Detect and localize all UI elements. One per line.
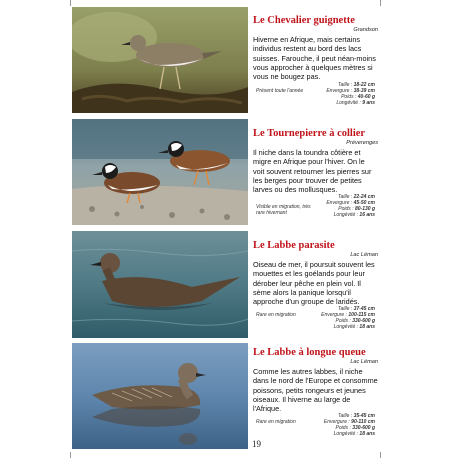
photo-tournepierre-a-collier <box>72 119 248 225</box>
longevite-label: Longévité <box>336 100 359 106</box>
presence-status: Rare en migration <box>256 419 296 425</box>
envergure-label: Envergure <box>323 419 347 425</box>
presence-status: Rare en migration <box>256 312 296 318</box>
photo-labbe-a-longue-queue <box>72 343 248 449</box>
species-description: Comme les autres labbes, il niche dans le nord de l'Europe et consomme poissons, petits rongeurs et jeunes oiseaux. Il hiverne au large de l'Afrique. <box>253 367 378 414</box>
poids-value: 330-600 g <box>352 425 375 431</box>
envergure-value: 90-110 cm <box>351 419 375 425</box>
crop-mark <box>70 0 71 6</box>
species-title: Le Labbe parasite <box>253 240 335 251</box>
species-description: Oiseau de mer, il poursuit souvent les mouettes et les goélands pour leur dérober leur pêche en plein vol. Il sème alors la panique lorsqu'il approche d'un groupe de laridés. <box>253 260 375 307</box>
taille-value: 18-22 cm <box>353 82 375 88</box>
entry-labbe-a-longue-queue <box>253 347 378 413</box>
longevite-value: 9 ans <box>362 100 375 106</box>
poids-value: 40-60 g <box>357 94 375 100</box>
poids-label: Poids <box>335 318 349 324</box>
measurements: Taille : 22-24 cm Envergure : 45-50 cm Poids : 80-130 g Longévité : 16 ans <box>326 194 375 218</box>
species-description: Il niche dans la toundra côtière et migre en Afrique pour l'hiver. On le voit souvent retourner les pierres sur les berges pour trouver de petites larves ou des mollusques. <box>253 148 372 195</box>
entry-labbe-parasite <box>253 240 378 306</box>
taille-label: Taille <box>337 306 350 312</box>
species-title: Le Tournepierre à collier <box>253 128 366 139</box>
envergure-label: Envergure <box>326 88 350 94</box>
poids-label: Poids <box>341 94 354 100</box>
taille-value: 35-45 cm <box>353 413 375 419</box>
taille-value: 22-24 cm <box>353 194 375 200</box>
taille-value: 37-45 cm <box>353 306 375 312</box>
taille-label: Taille <box>337 82 350 88</box>
presence-status: Présent toute l'année <box>256 88 304 94</box>
crop-mark <box>380 0 381 6</box>
species-title: Le Chevalier guignette <box>253 15 355 26</box>
species-title: Le Labbe à longue queue <box>253 347 366 358</box>
envergure-value: 38-39 cm <box>353 88 375 94</box>
presence-status: Visible en migration, très rare hivernant <box>256 204 311 216</box>
poids-value: 80-130 g <box>354 206 375 212</box>
photo-location: Lac Léman <box>350 252 378 258</box>
longevite-label: Longévité <box>333 431 356 437</box>
longevite-value: 16 ans <box>359 212 375 218</box>
entry-tournepierre-a-collier <box>253 128 378 194</box>
photo-location: Grandson <box>353 27 378 33</box>
photo-location: Préverenges <box>346 140 378 146</box>
crop-mark <box>380 452 381 458</box>
measurements: Taille : 35-45 cm Envergure : 90-110 cm Poids : 330-600 g Longévité : 18 ans <box>323 413 375 437</box>
taille-label: Taille <box>337 194 350 200</box>
envergure-label: Envergure <box>321 312 345 318</box>
envergure-value: 45-50 cm <box>353 200 375 206</box>
envergure-value: 100-115 cm <box>348 312 375 318</box>
longevite-value: 18 ans <box>359 431 375 437</box>
species-description: Hiverne en Afrique, mais certains individus restent au bord des lacs suisses. Farouche, il peut néan-moins vous approcher à quelques mètres si vous ne bougez pas. <box>253 35 376 82</box>
longevite-label: Longévité <box>333 324 356 330</box>
crop-mark <box>70 452 71 458</box>
poids-label: Poids <box>338 206 351 212</box>
measurements: Taille : 37-45 cm Envergure : 100-115 cm Poids : 330-600 g Longévité : 18 ans <box>321 306 375 330</box>
photo-chevalier-guignette <box>72 7 248 113</box>
page-number: 19 <box>252 439 261 449</box>
taille-label: Taille <box>337 413 350 419</box>
measurements: Taille : 18-22 cm Envergure : 38-39 cm Poids : 40-60 g Longévité : 9 ans <box>326 82 375 106</box>
photo-location: Lac Léman <box>350 359 378 365</box>
poids-label: Poids <box>335 425 349 431</box>
longevite-label: Longévité <box>333 212 356 218</box>
photo-labbe-parasite <box>72 231 248 338</box>
entry-chevalier-guignette <box>253 15 378 81</box>
poids-value: 330-600 g <box>352 318 375 324</box>
longevite-value: 18 ans <box>359 324 375 330</box>
envergure-label: Envergure <box>326 200 350 206</box>
